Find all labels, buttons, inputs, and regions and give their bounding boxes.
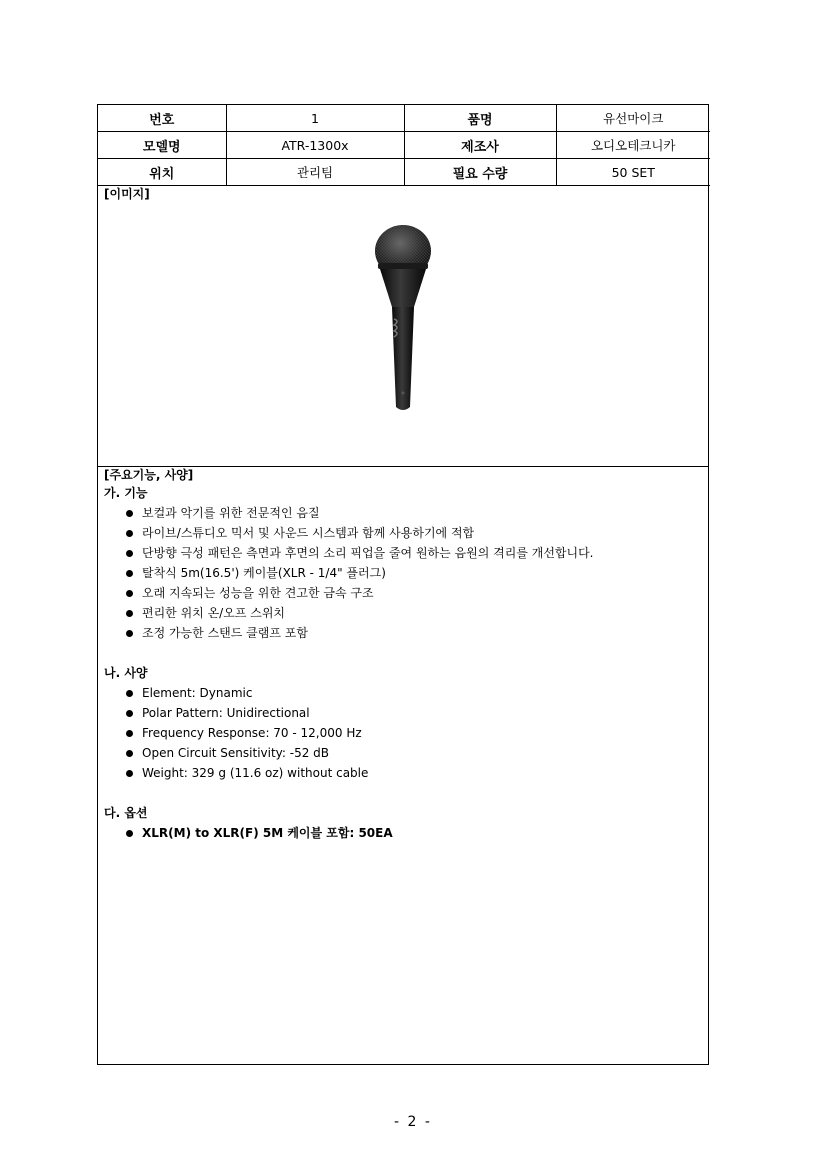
specs-list [98, 683, 708, 783]
list-item: XLR(M) to XLR(F) 5M 케이블 포함: 50EA [126, 823, 708, 843]
image-section [98, 186, 708, 467]
page-number: - 2 - [394, 1114, 432, 1130]
bullet-icon [126, 730, 133, 737]
bullet-icon [126, 590, 133, 597]
features-list [98, 503, 708, 643]
list-item: Open Circuit Sensitivity: -52 dB [126, 743, 708, 763]
header-table [98, 105, 710, 186]
label-manufacturer: 제조사 [404, 132, 556, 159]
value-number: 1 [226, 105, 404, 132]
spec-section-title: [주요기능, 사양] [104, 468, 194, 482]
list-item: Weight: 329 g (11.6 oz) without cable [126, 763, 708, 783]
list-item: 조정 가능한 스탠드 클램프 포함 [126, 623, 708, 643]
label-location: 위치 [98, 159, 226, 186]
value-model: ATR-1300x [226, 132, 404, 159]
list-item: Element: Dynamic [126, 683, 708, 703]
features-heading: 가. 기능 [104, 486, 148, 500]
bullet-icon [126, 750, 133, 757]
label-quantity: 필요 수량 [404, 159, 556, 186]
list-item: 단방향 극성 패턴은 측면과 후면의 소리 픽업을 줄여 원하는 음원의 격리를 개선합니다. [126, 543, 708, 563]
bullet-icon [126, 690, 133, 697]
bullet-icon [126, 610, 133, 617]
list-item: 오래 지속되는 성능을 위한 견고한 금속 구조 [126, 583, 708, 603]
header-row [98, 132, 710, 159]
value-item-name: 유선마이크 [556, 105, 710, 132]
list-item: Frequency Response: 70 - 12,000 Hz [126, 723, 708, 743]
bullet-icon [126, 550, 133, 557]
bullet-icon [126, 570, 133, 577]
spec-sheet [97, 104, 709, 1065]
spec-section [98, 467, 708, 843]
label-number: 번호 [98, 105, 226, 132]
options-list [98, 823, 708, 843]
label-item-name: 품명 [404, 105, 556, 132]
list-item: 탈착식 5m(16.5') 케이블(XLR - 1/4" 플러그) [126, 563, 708, 583]
bullet-icon [126, 630, 133, 637]
specs-heading: 나. 사양 [104, 666, 148, 680]
label-model: 모델명 [98, 132, 226, 159]
value-location: 관리팀 [226, 159, 404, 186]
header-row [98, 159, 710, 186]
bullet-icon [126, 710, 133, 717]
microphone-image [372, 221, 436, 417]
options-heading: 다. 옵션 [104, 806, 148, 820]
list-item: 라이브/스튜디오 믹서 및 사운드 시스템과 함께 사용하기에 적합 [126, 523, 708, 543]
bullet-icon [126, 770, 133, 777]
bullet-icon [126, 510, 133, 517]
value-quantity: 50 SET [556, 159, 710, 186]
value-manufacturer: 오디오테크니카 [556, 132, 710, 159]
image-section-title: [이미지] [104, 187, 150, 201]
header-row [98, 105, 710, 132]
bullet-icon [126, 530, 133, 537]
list-item: Polar Pattern: Unidirectional [126, 703, 708, 723]
bullet-icon [126, 830, 133, 837]
list-item: 보컬과 악기를 위한 전문적인 음질 [126, 503, 708, 523]
list-item: 편리한 위치 온/오프 스위치 [126, 603, 708, 623]
